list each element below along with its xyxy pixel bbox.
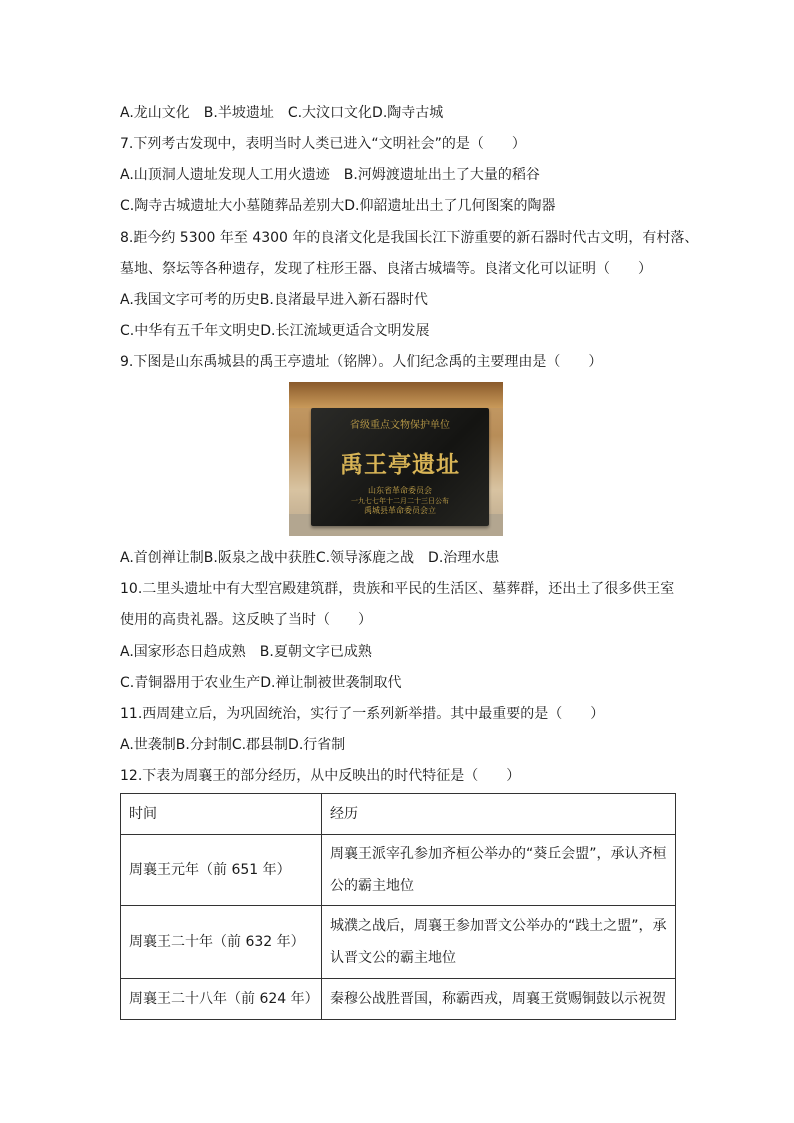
q12-stem: 12.下表为周襄王的部分经历，从中反映出的时代特征是（ ） <box>120 768 521 784</box>
q8-stem-line2: 墓地、祭坛等各种遗存，发现了柱形王器、良渚古城墙等。良渚文化可以证明（ ） <box>120 261 652 277</box>
q6-options: A.龙山文化 B.半坡遗址 C.大汶口文化D.陶寺古城 <box>120 105 444 121</box>
tablet-small-text <box>311 486 489 516</box>
zhou-xiang-wang-table <box>120 793 676 1020</box>
q7-options-ab: A.山顶洞人遗址发现人工用火遗迹 B.河姆渡遗址出土了大量的稻谷 <box>120 167 540 183</box>
table-row <box>121 906 676 979</box>
event-line-2: 公的霸主地位 <box>330 878 414 894</box>
table-header-row <box>121 794 676 835</box>
event-line-1: 周襄王派宰孔参加齐桓公举办的“葵丘会盟”，承认齐桓 <box>330 846 667 862</box>
tablet-small-line-2: 一九七七年十二月二十三日公布 <box>351 497 449 505</box>
header-time: 时间 <box>121 794 322 835</box>
tablet-main-text: 禹王亭遗址 <box>340 451 460 478</box>
cell-time: 周襄王二十年（前 632 年） <box>121 906 322 979</box>
event-line-2: 认晋文公的霸主地位 <box>330 950 456 966</box>
q10-options-cd: C.青铜器用于农业生产D.禅让制被世袭制取代 <box>120 675 402 691</box>
memorial-tablet <box>311 408 489 526</box>
q10-stem-line1: 10.二里头遗址中有大型宫殿建筑群，贵族和平民的生活区、墓葬群，还出土了很多供王室 <box>120 581 675 597</box>
q11-options: A.世袭制B.分封制C.郡县制D.行省制 <box>120 737 346 753</box>
table-row <box>121 979 676 1020</box>
cell-time: 周襄王元年（前 651 年） <box>121 835 322 906</box>
q9-stem: 9.下图是山东禹城县的禹王亭遗址（铭牌）。人们纪念禹的主要理由是（ ） <box>120 354 603 370</box>
q7-stem: 7.下列考古发现中，表明当时人类已进入“文明社会”的是（ ） <box>120 136 526 152</box>
q10-stem-line2: 使用的高贵礼器。这反映了当时（ ） <box>120 612 372 628</box>
table-row <box>121 835 676 906</box>
header-event: 经历 <box>322 794 676 835</box>
cell-event <box>322 906 676 979</box>
q7-options-cd: C.陶寺古城遗址大小墓随葬品差别大D.仰韶遗址出土了几何图案的陶器 <box>120 198 556 214</box>
q10-options-ab: A.国家形态日趋成熟 B.夏朝文字已成熟 <box>120 644 372 660</box>
q8-options-ab: A.我国文字可考的历史B.良渚最早进入新石器时代 <box>120 292 428 308</box>
tablet-small-line-3: 禹城县革命委员会立 <box>364 506 436 515</box>
roof-beam <box>289 382 503 408</box>
tablet-small-line-1: 山东省革命委员会 <box>368 486 432 495</box>
q8-options-cd: C.中华有五千年文明史D.长江流域更适合文明发展 <box>120 323 430 339</box>
yu-wang-pavilion-photo <box>289 382 503 536</box>
cell-time: 周襄王二十八年（前 624 年） <box>121 979 322 1020</box>
cell-event <box>322 979 676 1020</box>
q8-stem-line1: 8.距今约 5300 年至 4300 年的良渚文化是我国长江下游重要的新石器时代古文明，有村落、 <box>120 230 699 246</box>
q11-stem: 11.西周建立后，为巩固统治，实行了一系列新举措。其中最重要的是（ ） <box>120 706 605 722</box>
cell-event <box>322 835 676 906</box>
q9-options: A.首创禅让制B.阪泉之战中获胜C.领导涿鹿之战 D.治理水患 <box>120 550 500 566</box>
event-line-1: 秦穆公战胜晋国，称霸西戎，周襄王赏赐铜鼓以示祝贺 <box>330 991 666 1007</box>
event-line-1: 城濮之战后，周襄王参加晋文公举办的“践土之盟”，承 <box>330 918 667 934</box>
tablet-top-text: 省级重点文物保护单位 <box>350 420 450 431</box>
